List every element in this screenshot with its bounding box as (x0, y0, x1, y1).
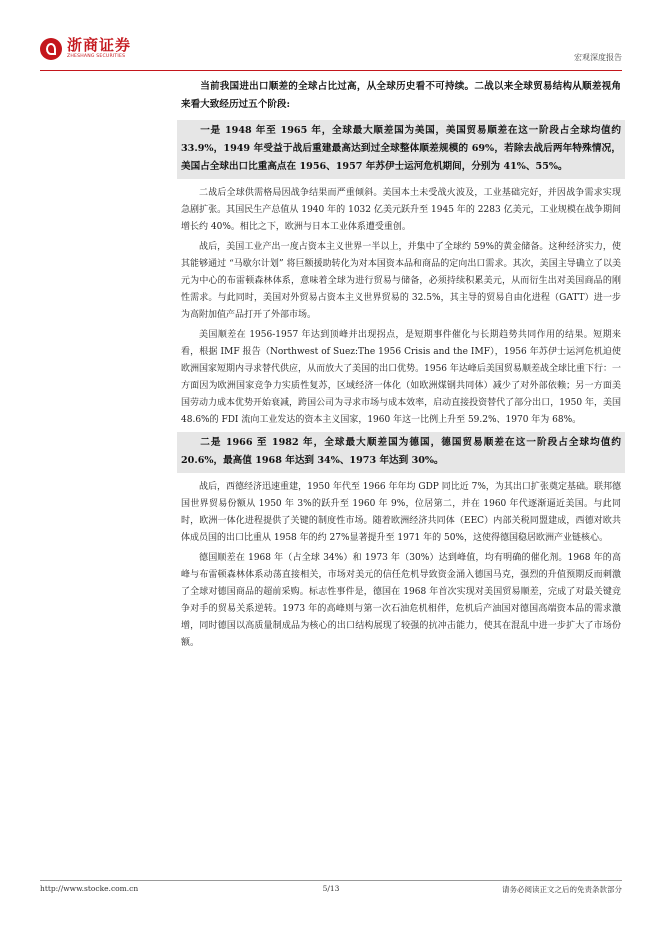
page-header (40, 38, 622, 70)
logo-icon (40, 38, 62, 60)
company-logo (40, 38, 131, 60)
report-type-label: 宏观深度报告 (574, 53, 622, 62)
footer-url[interactable]: http://www.stocke.com.cn (40, 884, 139, 893)
logo-name-cn: 浙商证券 (67, 36, 132, 55)
header-divider (40, 70, 622, 71)
lead-paragraph: 当前我国进出口顺差的全球占比过高，从全球历史看不可持续。二战以来全球贸易结构从顺差视角来看大致经历过五个阶段: (181, 81, 621, 110)
body-paragraph: 战后，美国工业产出一度占资本主义世界一半以上，并集中了全球约 59%的黄金储备。这种经济实力，使其能够通过 “马歇尔计划” 将巨额援助转化为对本国资本品和商品的定向出口需求。其次，美国主导确立了以美元为中心的布雷顿森林体系，意味着全球为进行贸易与储备，必须持续积累美元，从而衍生出对美国商品的刚性需求。与此同时，美国对外贸易占资本主义世界贸易的 32.5%，其主导的贸易自由化进程（GATT）进一步为高附加值产品打开了外部市场。 (181, 242, 621, 320)
body-paragraph: 美国顺差在 1956-1957 年达到顶峰并出现拐点，是短期事件催化与长期趋势共同作用的结果。短期来看，根据 IMF 报告（Northwest of Suez:The 1956 Crisis and the IMF），1956 年苏伊士运河危机迫使欧洲国家短期内寻求替代供应，从而放大了美国的出口优势。1956 年达峰后美国贸易顺差战全球比重下行：一方面因为欧洲国家竞争力实质性复苏，区域经济一体化（如欧洲煤钢共同体）减少了对外部依赖；另一方面美国劳动力成本优势开始衰减，跨国公司为寻求市场与成本效率，启动直接投资替代了部分出口，1950 年，美国 48.6%的 FDI 流向工业发达的资本主义国家，1960 年这一比例上升至 59.2%、1970 年为 68%。 (181, 330, 621, 425)
body-paragraph: 二战后全球供需格局因战争结果而严重倾斜。美国本土未受战火波及，工业基础完好，并因战争需求实现急剧扩张。其国民生产总值从 1940 年的 1032 亿美元跃升至 1945 年的 2283 亿美元，工业规模在战争期间增长约 40%。相比之下，欧洲与日本工业体系遭受重创。 (181, 188, 621, 232)
footer-disclaimer: 请务必阅读正文之后的免责条款部分 (502, 885, 622, 894)
footer-divider (40, 880, 622, 881)
main-content (181, 78, 621, 652)
page-number: 5/13 (322, 884, 340, 893)
body-paragraph: 战后，西德经济迅速重建，1950 年代至 1966 年年均 GDP 同比近 7%，为其出口扩张奠定基础。联邦德国世界贸易份额从 1950 年 3%的跃升至 1960 年 9%，位居第二，并在 1960 年代逐渐逼近美国。与此同时，欧洲一体化进程提供了关键的制度性市场。随着欧洲经济共同体（EEC）内部关税同盟建成，西德对欧共体成员国的出口比重从 1958 年的约 27%显著提升至 1971 年的 50%，这使得德国稳居欧洲产业链核心。 (181, 482, 621, 543)
highlighted-key-point: 二是 1966 至 1982 年，全球最大顺差国为德国，德国贸易顺差在这一阶段占全球均值约 20.6%，最高值 1968 年达到 34%、1973 年达到 30%。 (177, 432, 625, 473)
highlighted-key-point: 一是 1948 年至 1965 年，全球最大顺差国为美国，美国贸易顺差在这一阶段占全球均值约 33.9%，1949 年受益于战后重建最高达到过全球整体顺差规模的 69%，若除去战后两年特殊情况，美国占全球出口比重高点在 1956、1957 年苏伊士运河危机期间，分别为 41%、55%。 (177, 120, 625, 179)
logo-name-en: ZHESHANG SECURITIES (67, 54, 126, 60)
body-paragraph: 德国顺差在 1968 年（占全球 34%）和 1973 年（30%）达到峰值，均有明确的催化剂。1968 年的高峰与布雷顿森林体系动荡直接相关，市场对美元的信任危机导致资金涌入德国马克，强烈的升值预期反而刺激了全球对德国商品的超前采购。标志性事件是，德国在 1968 年首次实现对美国贸易顺差，完成了对最关键竞争对手的贸易关系逆转。1973 年的高峰则与第一次石油危机相伴，危机后产油国对德国高端资本品的需求激增，同时德国以高质量制成品为核心的出口结构展现了较强的抗冲击能力，使其在混乱中进一步扩大了市场份额。 (181, 553, 621, 648)
